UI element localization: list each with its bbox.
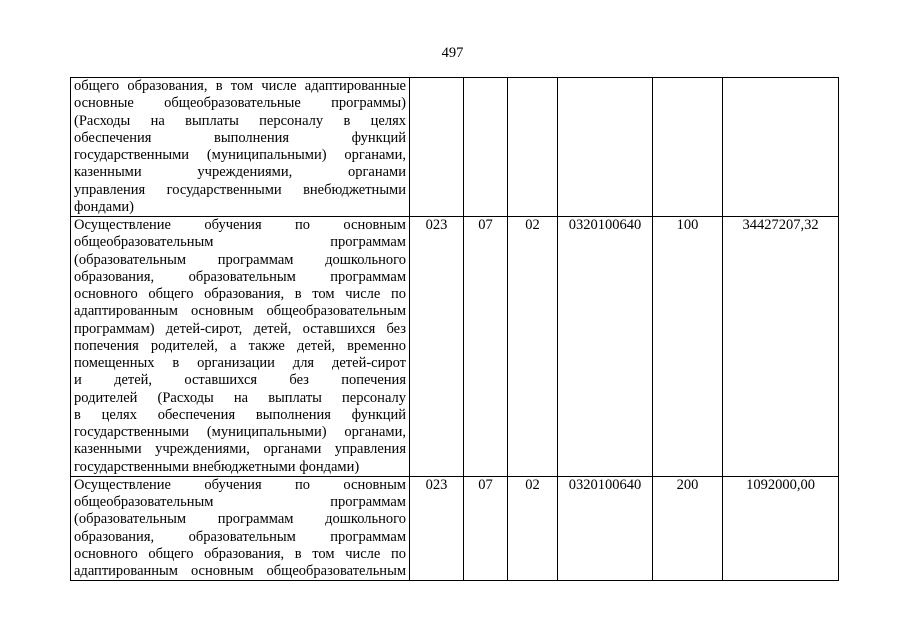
section-cell <box>464 78 508 217</box>
amount-cell: 34427207,32 <box>723 217 839 477</box>
description-line: государственными (муниципальными) органами, <box>74 147 406 163</box>
ministry-code-cell <box>410 78 464 217</box>
description-line: основные общеобразовательные программы) <box>74 95 406 112</box>
description-line: фондами) <box>74 198 134 215</box>
budget-table <box>70 77 839 581</box>
description-line: государственными (муниципальными) органами, <box>74 424 406 440</box>
target-article-cell: 0320100640 <box>558 217 653 477</box>
subsection-cell: 02 <box>508 476 558 581</box>
table-row <box>71 476 839 581</box>
description-line: основного общего образования, в том числе по <box>74 545 406 562</box>
description-line: общего образования, в том числе адаптированные <box>74 78 406 94</box>
page-number: 497 <box>441 45 464 61</box>
description-line: попечения родителей, а также детей, временно <box>74 337 406 354</box>
expense-type-cell: 200 <box>653 476 723 581</box>
section-cell: 07 <box>464 217 508 477</box>
description-line: основного общего образования, в том числе по <box>74 286 406 302</box>
expense-type-cell: 100 <box>653 217 723 477</box>
description-line: в целях обеспечения выполнения функций <box>74 406 406 423</box>
description-line: адаптированным основным общеобразовательным <box>74 303 406 320</box>
description-cell <box>71 476 410 581</box>
description-line: управления государственными внебюджетными <box>74 181 406 198</box>
target-article-cell: 0320100640 <box>558 476 653 581</box>
description-cell <box>71 217 410 477</box>
description-line: казенными учреждениями, органами управления <box>74 441 406 458</box>
description-line: образования, образовательным программам <box>74 268 406 285</box>
description-line: Осуществление обучения по основным <box>74 476 406 493</box>
subsection-cell: 02 <box>508 217 558 477</box>
description-line: образования, образовательным программам <box>74 528 406 545</box>
description-line: и детей, оставшихся без попечения <box>74 372 406 389</box>
section-cell: 07 <box>464 476 508 581</box>
description-line: общеобразовательным программам <box>74 234 406 251</box>
description-line: родителей (Расходы на выплаты персоналу <box>74 389 406 406</box>
expense-type-cell <box>653 78 723 217</box>
description-line: адаптированным основным общеобразовательным <box>74 563 406 579</box>
ministry-code-cell: 023 <box>410 217 464 477</box>
target-article-cell <box>558 78 653 217</box>
description-line: общеобразовательным программам <box>74 494 406 510</box>
amount-cell: 1092000,00 <box>723 476 839 581</box>
description-line: государственными внебюджетными фондами) <box>74 458 360 475</box>
description-line: обеспечения выполнения функций <box>74 129 406 146</box>
description-cell <box>71 78 410 217</box>
description-line: программам) детей-сирот, детей, оставшихся без <box>74 320 406 337</box>
table-row <box>71 78 839 217</box>
description-line: Осуществление обучения по основным <box>74 217 406 233</box>
description-line: (Расходы на выплаты персоналу в целях <box>74 112 406 129</box>
amount-cell <box>723 78 839 217</box>
subsection-cell <box>508 78 558 217</box>
ministry-code-cell: 023 <box>410 476 464 581</box>
description-line: помещенных в организации для детей-сирот <box>74 355 406 371</box>
description-line: казенными учреждениями, органами <box>74 164 406 181</box>
table-row <box>71 217 839 477</box>
description-line: (образовательным программам дошкольного <box>74 511 406 528</box>
description-line: (образовательным программам дошкольного <box>74 251 406 268</box>
